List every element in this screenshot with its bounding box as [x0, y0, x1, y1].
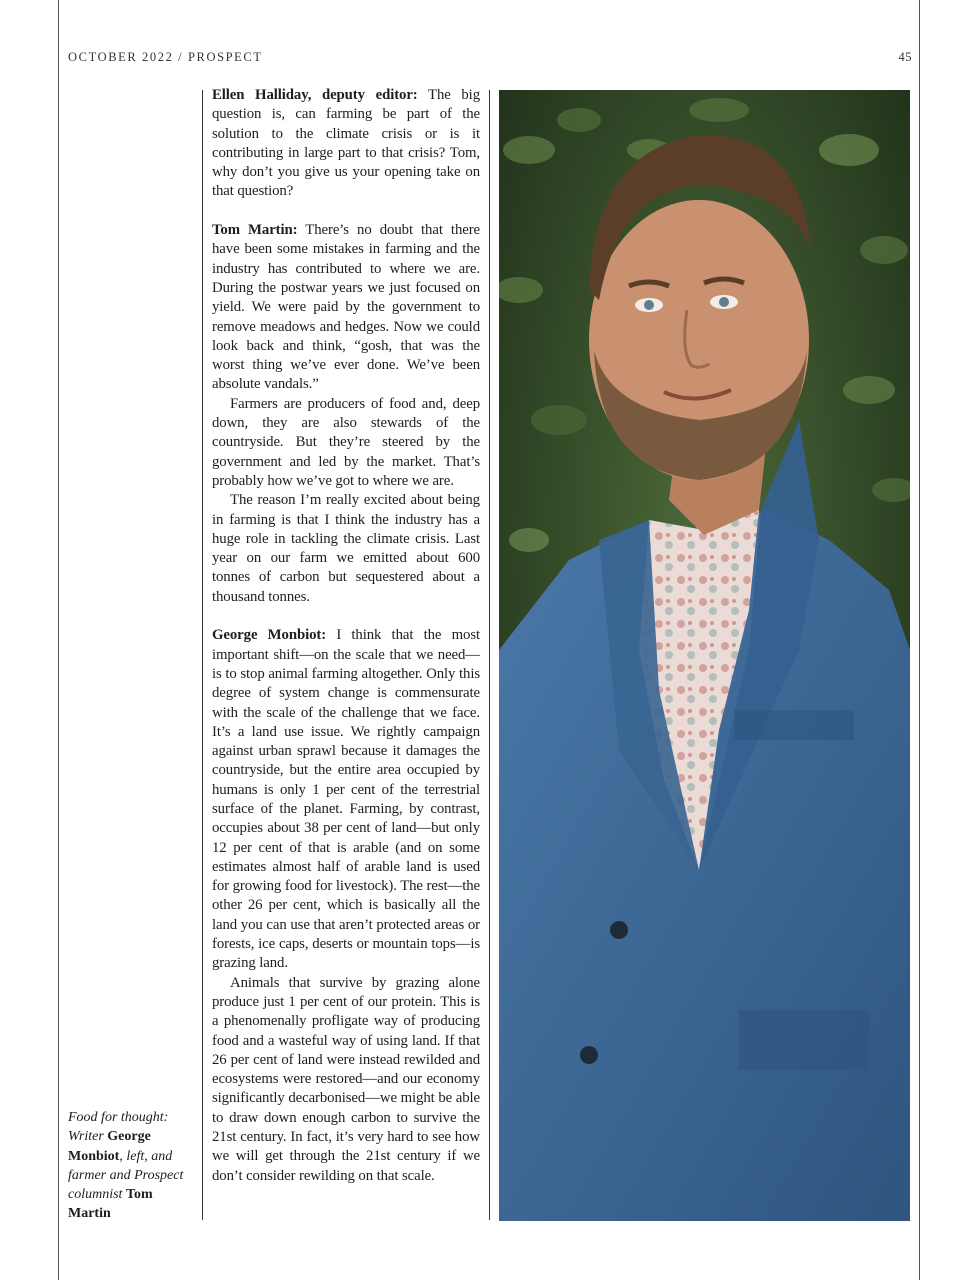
- paragraph-monbiot: [212, 626, 480, 973]
- paragraph-martin-2: Farmers are producers of food and, deep down, they are also stewards of the countryside. But they’re steered by the government and led by the market. That’s probably how we’ve got to where we are.: [212, 395, 480, 489]
- breast-pocket: [734, 710, 854, 740]
- speaker-name: Ellen Halliday, deputy editor:: [212, 87, 418, 103]
- photo-caption: [68, 1108, 198, 1224]
- paragraph-text: The big question is, can farming be part of the solution to the climate crisis or is it contributing in large part to that crisis? Tom, why don’t you give us your opening take on that question?: [212, 87, 480, 200]
- running-header: OCTOBER 2022 / PROSPECT: [68, 50, 263, 64]
- paragraph-text: There’s no doubt that there have been some mistakes in farming and the industry has contributed to where we are. During the postwar years we just focused on yield. We were paid by the government to remove meadows and hedges. Now we could look back and think, “gosh, that was the worst thing we’ve ever done. We’ve been absolute vandals.”: [212, 222, 481, 393]
- article-body: [212, 86, 480, 1186]
- column-rule-right: [489, 90, 490, 1220]
- speaker-name: George Monbiot:: [212, 627, 327, 644]
- caption-name: George Monbiot: [68, 1129, 151, 1164]
- portrait-illustration: [499, 90, 910, 1221]
- page-edge-right: [919, 0, 920, 1280]
- paragraph-martin: [212, 221, 480, 395]
- jacket-button: [580, 1046, 598, 1064]
- jacket-button: [610, 921, 628, 939]
- speaker-name: Tom Martin:: [212, 222, 298, 239]
- portrait-photo: [499, 90, 910, 1221]
- page-number: 45: [898, 50, 912, 64]
- paragraph-martin-3: The reason I’m really excited about being in farming is that I think the industry has a huge role in tackling the climate crisis. Last year on our farm we emitted about 600 tonnes of carbon but sequestered about a thousand tonnes.: [212, 492, 480, 605]
- caption-text: Food for thought: Writer: [68, 1110, 169, 1145]
- column-rule-left: [202, 90, 203, 1220]
- paragraph-monbiot-2: Animals that survive by grazing alone produce just 1 per cent of our protein. This is a phenomenally profligate way of producing food and a wasteful way of using land. If that 26 per cent of land were instead rewilded and ecosystems were restored—and our economy significantly decarbonised—we might be able to draw down enough carbon to survive the 21st century. In fact, it’s very hard to see how we will get through the 21st century if we don’t consider rewilding on that scale.: [212, 974, 480, 1184]
- caption-text: , left, and farmer and Prospect columnist: [68, 1148, 184, 1203]
- paragraph-halliday: [212, 86, 480, 202]
- side-pocket: [739, 1010, 869, 1070]
- paragraph-text: I think that the most important shift—on the scale that we need—is to stop animal farming altogether. Only this degree of system change is commensurate with the scale of the challenge that we face. It’s a land use issue. We rightly campaign against urban sprawl because it damages the countryside, but the entire area occupied by humans is only 1 per cent of the terrestrial surface of the planet. Farming, by contrast, occupies about 38 per cent of land—but only 12 per cent of that is arable (and on some estimates almost half of arable land is used for growing food for livestock). The rest—the other 26 per cent, which is basically all the land you can use that aren’t protected areas or forests, ice caps, deserts or mountain tops—is grazing land.: [212, 627, 481, 972]
- caption-name: Tom Martin: [68, 1187, 153, 1222]
- page-edge-left: [58, 0, 59, 1280]
